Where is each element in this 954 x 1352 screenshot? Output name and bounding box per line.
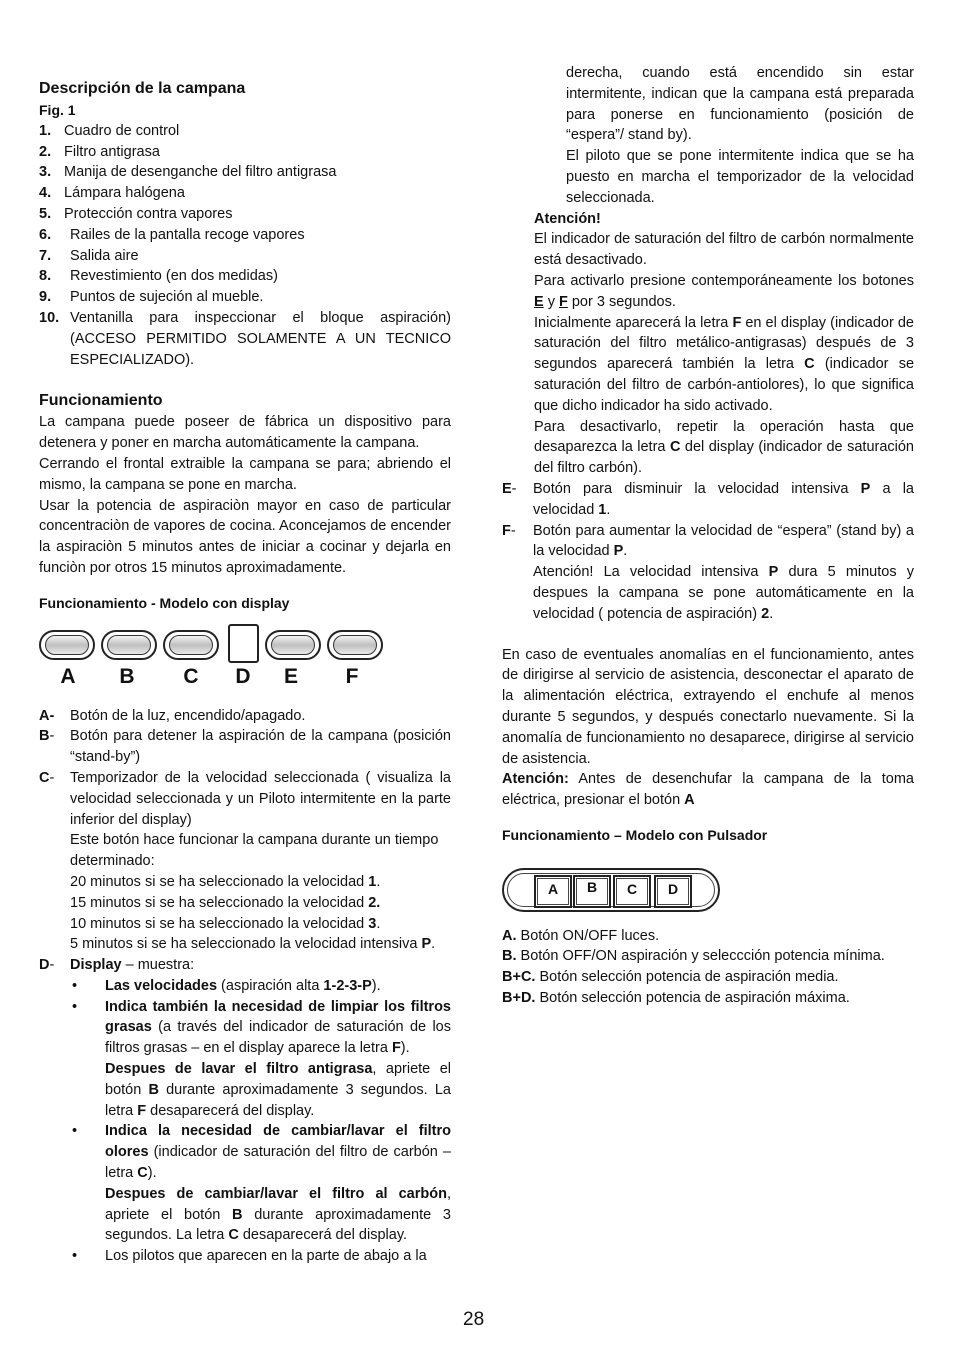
bullet-item: • Indica también la necesidad de limpiar los filtros grasas (a través del indicador de saturación de los filtros grasas – en el display aparece la letra F). Despues de lavar el filtro antigrasa, apriete el botón B durante aproximadamente 3 segundos. La letra F desaparecerá del display. xyxy=(72,998,451,1119)
parts-list-item: 6. Railes de la pantalla recoge vapores xyxy=(39,226,305,243)
paragraph: El piloto que se pone intermitente indica que se ha puesto en marcha el temporizador de la velocidad seleccionada. xyxy=(566,148,914,206)
button-definitions-ef xyxy=(502,479,914,625)
paragraph: La campana puede poseer de fábrica un dispositivo para detenera y poner en marcha automáticamente la campana. xyxy=(39,414,451,452)
pulsador-line: B+D. Botón selección potencia de aspiración máxima. xyxy=(502,990,850,1007)
subheading-pulsador-model: Funcionamiento – Modelo con Pulsador xyxy=(502,826,768,843)
key-a-icon: A xyxy=(534,875,572,908)
paragraph: Cerrando el frontal extraible la campana se para; abriendo el mismo, la campana se pone en marcha. xyxy=(39,455,451,493)
parts-list-item: 8. Revestimiento (en dos medidas) xyxy=(39,268,278,285)
pulsador-diagram xyxy=(502,868,722,918)
paragraph: Para activarlo presione contemporáneamente los botones E y F por 3 segundos. xyxy=(534,272,914,310)
definition-a: A- Botón de la luz, encendido/apagado. xyxy=(39,707,306,724)
pulsador-line: B+C. Botón selección potencia de aspiración media. xyxy=(502,969,839,986)
bullet-item: • Indica la necesidad de cambiar/lavar el filtro olores (indicador de saturación del filtro de carbón – letra C). Despues de cambiar/lavar el filtro al carbón, apriete el botón B durante aproximadamente 3 segundos. La letra C desaparecerá del display. xyxy=(72,1123,451,1244)
parts-list-item: 10. Ventanilla para inspeccionar el bloque aspiración) (ACCESO PERMITIDO SOLAMENTE A UN TECNICO ESPECIALIZADO). xyxy=(39,309,451,368)
parts-list-item: 2. Filtro antigrasa xyxy=(39,143,160,160)
button-f-icon xyxy=(327,630,383,660)
parts-list-item: 3. Manija de desenganche del filtro antigrasa xyxy=(39,164,337,181)
pulsador-line: A. Botón ON/OFF luces. xyxy=(502,927,660,944)
key-c-icon: C xyxy=(613,875,651,908)
bullet-item: • Los pilotos que aparecen en la parte de abajo a la xyxy=(72,1248,427,1265)
paragraph: Atención: Antes de desenchufar la campana de la toma eléctrica, presionar el botón A xyxy=(502,771,914,809)
parts-list xyxy=(39,121,451,371)
parts-list-item: 9. Puntos de sujeción al mueble. xyxy=(39,289,264,306)
paragraph: derecha, cuando está encendido sin estar intermitente, indican que la campana está preparada para ponerse en funcionamiento (posición de “espera”/ stand by). xyxy=(566,65,914,144)
paragraph: Inicialmente aparecerá la letra F en el display (indicador de saturación del filtro metálico-antigrasas) después de 3 segundos aparecerá también la letra C (indicador se saturación del filtro de carbón-antiolores), lo que significa que dicho indicador ha sido activado. xyxy=(534,314,915,414)
key-b-icon: B xyxy=(573,875,611,908)
parts-list-item: 5. Protección contra vapores xyxy=(39,205,233,222)
subheading-display-model: Funcionamiento - Modelo con display xyxy=(39,594,290,611)
section-heading-description: Descripción de la campana xyxy=(39,80,246,97)
panel-label: F xyxy=(345,664,359,688)
paragraph: Para desactivarlo, repetir la operación hasta que desaparezca la letra C del display (indicador de saturación del filtro carbón). xyxy=(534,418,915,477)
panel-label: E xyxy=(283,664,298,688)
button-a-icon xyxy=(39,630,95,660)
display-bullets xyxy=(70,976,451,1267)
figure-label: Fig. 1 xyxy=(39,102,76,118)
key-d-icon: D xyxy=(654,875,692,908)
button-b-icon xyxy=(101,630,157,660)
parts-list-item: 7. Salida aire xyxy=(39,247,139,264)
definition-b: B- Botón para detener la aspiración de la campana (posición “stand-by”) xyxy=(39,728,451,766)
panel-label: B xyxy=(119,664,135,688)
page-number: 28 xyxy=(463,1309,485,1330)
parts-list-item: 1. Cuadro de control xyxy=(39,122,180,139)
definition-d: D- Display – muestra: xyxy=(39,957,195,974)
definition-c: C- Temporizador de la velocidad seleccionada ( visualiza la velocidad seleccionada y un Piloto intermitente en la parte inferior del display) Este botón hace funcionar la campana durante un tiempo determinado: 20 minutos si se ha seleccionado la velocidad 1. 15 minutos si se ha seleccionado la velocidad 2. 10 minutos si se ha seleccionado la velocidad 3. 5 minutos si se ha seleccionado la velocidad intensiva P. xyxy=(39,769,451,953)
display-icon xyxy=(228,624,259,663)
paragraph: El indicador de saturación del filtro de carbón normalmente está desactivado. xyxy=(534,231,914,269)
panel-label: D xyxy=(235,664,251,688)
left-column xyxy=(39,70,451,1267)
bullet-item: • Las velocidades (aspiración alta 1-2-3-P). xyxy=(72,977,381,994)
button-c-icon xyxy=(163,630,219,660)
panel-label: C xyxy=(183,664,199,688)
attention-heading: Atención! xyxy=(534,210,601,227)
button-e-icon xyxy=(265,630,321,660)
paragraph: Usar la potencia de aspiraciòn mayor en caso de particular concentraciòn de vapores de cocina. Aconcejamos de encender la aspiraciòn 5 minutos antes de iniciar a cocinar y dejarla en funciòn por otros 15 minutos aproximadamente. xyxy=(39,497,451,576)
paragraph: En caso de eventuales anomalías en el funcionamiento, antes de dirigirse al servicio de asistencia, desconectar el aparato de la alimentación eléctrica, extrayendo el enchufe al menos durante 5 segundos, y después conectarlo nuevamente. Si la anomalía de funcionamiento no desaparece, dirigirse al servicio de asistencia. xyxy=(502,646,914,767)
right-column xyxy=(502,63,914,1009)
control-panel-diagram xyxy=(39,624,451,706)
pulsador-line: B. Botón OFF/ON aspiración y seleccción potencia mínima. xyxy=(502,948,885,965)
definition-e: E- Botón para disminuir la velocidad intensiva P a la velocidad 1. xyxy=(502,480,914,518)
parts-list-item: 4. Lámpara halógena xyxy=(39,185,185,202)
button-definitions xyxy=(39,706,451,976)
section-heading-funcionamiento: Funcionamiento xyxy=(39,392,163,410)
definition-f: F- Botón para aumentar la velocidad de “espera” (stand by) a la velocidad P. Atención! La velocidad intensiva P dura 5 minutos y despues la campana se pone automáticamente en la velocidad ( potencia de aspiración) 2. xyxy=(502,522,914,622)
panel-label: A xyxy=(60,664,76,688)
